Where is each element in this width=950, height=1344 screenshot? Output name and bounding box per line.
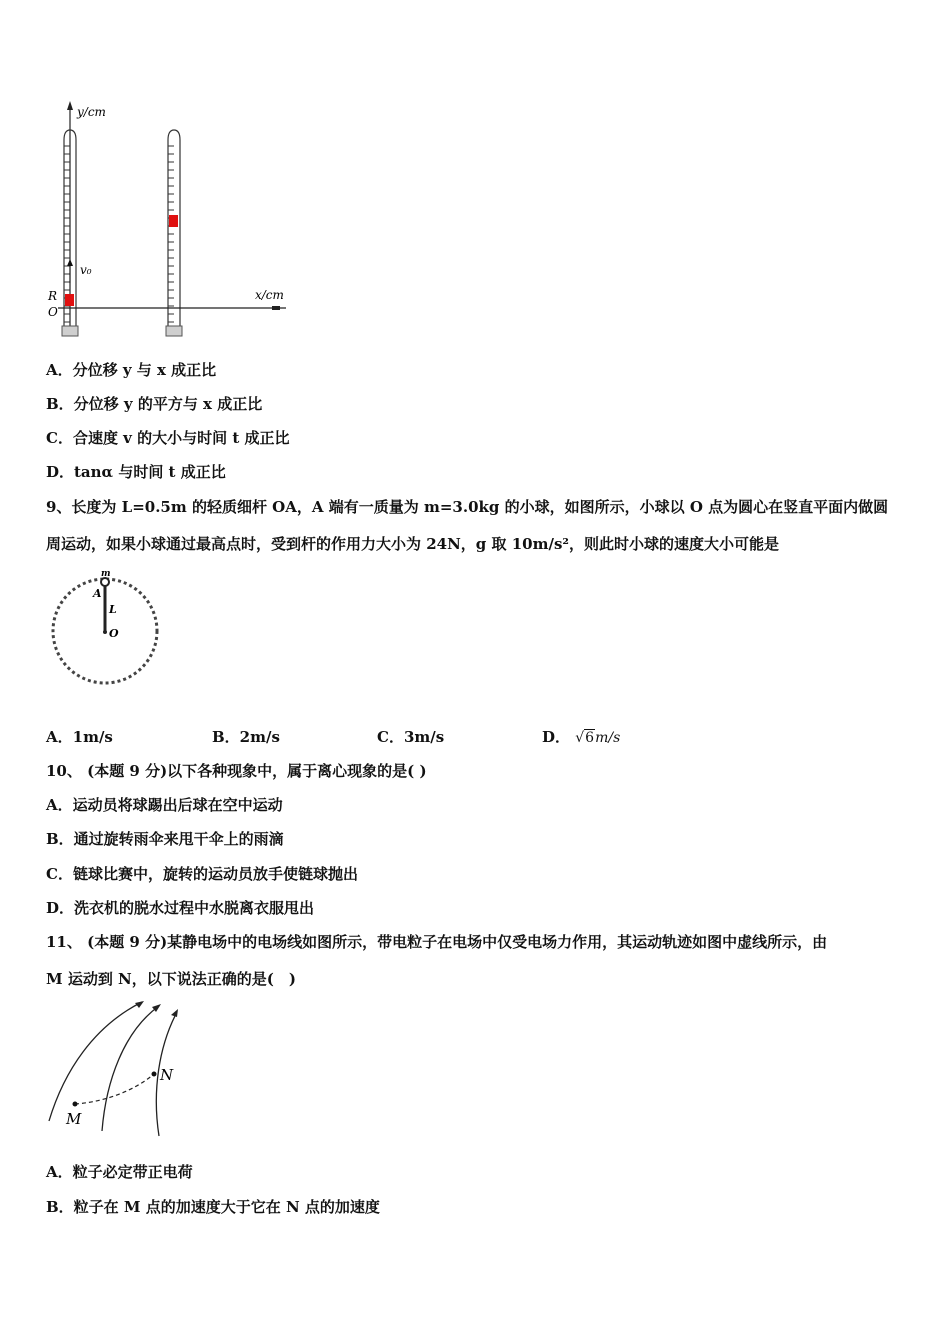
- x-axis-label: x/cm: [255, 288, 284, 302]
- label-n: N: [160, 1066, 174, 1084]
- q8-option-b: B．分位移 y 的平方与 x 成正比: [46, 395, 263, 413]
- point-n: [152, 1072, 157, 1077]
- label-m: m: [101, 569, 111, 579]
- tube-right-base: [166, 326, 182, 336]
- field-lines-figure: [44, 996, 194, 1141]
- label-a: A: [93, 587, 102, 600]
- q9-option-b: B．2m/s: [212, 728, 280, 746]
- ball-a: [101, 578, 109, 586]
- label-l: L: [109, 603, 117, 616]
- tube-right-ticks: [168, 146, 174, 322]
- field-line-3-arrow: [171, 1009, 178, 1017]
- q8-option-a: A．分位移 y 与 x 成正比: [46, 361, 217, 379]
- q10-option-b: B．通过旋转雨伞来甩干伞上的雨滴: [46, 830, 284, 848]
- q11-option-a: A．粒子必定带正电荷: [46, 1163, 193, 1181]
- q10-stem: 10、 (本题 9 分)以下各种现象中，属于离心现象的是( ): [46, 762, 427, 780]
- y-axis-arrow: [67, 101, 73, 110]
- q9-stem-line1: 9、长度为 L=0.5m 的轻质细杆 OA，A 端有一质量为 m=3.0kg 的小球，如图所示，小球以 O 点为圆心在竖直平面内做圆: [46, 498, 889, 516]
- q11-stem-line2: M 运动到 N，以下说法正确的是( ): [46, 970, 296, 988]
- q10-option-c: C．链球比赛中，旋转的运动员放手使链球抛出: [46, 865, 358, 883]
- trajectory: [75, 1074, 154, 1104]
- q10-option-a: A．运动员将球踢出后球在空中运动: [46, 796, 283, 814]
- red-block-right: [169, 215, 178, 227]
- v0-label: v₀: [80, 263, 92, 277]
- q8-option-c: C．合速度 v 的大小与时间 t 成正比: [46, 429, 290, 447]
- q9-option-a: A．1m/s: [46, 728, 113, 746]
- field-line-1: [49, 1002, 142, 1121]
- q9-option-c: C．3m/s: [377, 728, 445, 746]
- label-m: M: [66, 1110, 82, 1128]
- r-label: R: [48, 289, 58, 303]
- q11-option-b: B．粒子在 M 点的加速度大于它在 N 点的加速度: [46, 1198, 380, 1216]
- x-axis-end-marker: [272, 306, 280, 310]
- q10-option-d: D．洗衣机的脱水过程中水脱离衣服甩出: [46, 899, 315, 917]
- red-block-left: [65, 294, 74, 306]
- rod-circle-figure: [45, 566, 165, 688]
- tube-left-base: [62, 326, 78, 336]
- label-o: O: [109, 627, 119, 640]
- tube-figure: [40, 98, 300, 343]
- point-m: [73, 1102, 78, 1107]
- field-line-2: [102, 1006, 159, 1131]
- q9-option-d-prefix: D．: [542, 728, 571, 746]
- point-o: [103, 630, 107, 634]
- sqrt-radicand: 6: [585, 730, 595, 746]
- q8-option-d: D．tanα 与时间 t 成正比: [46, 463, 226, 481]
- sqrt-sign: √: [575, 730, 585, 746]
- q9-option-d: [542, 727, 620, 748]
- q11-stem-line1: 11、 (本题 9 分)某静电场中的电场线如图所示，带电粒子在电场中仅受电场力作用，其运动轨迹如图中虚线所示，由: [46, 933, 828, 951]
- v0-arrow-head: [67, 259, 73, 266]
- tube-right: [168, 130, 180, 326]
- q9-stem-line2: 周运动，如果小球通过最高点时，受到杆的作用力大小为 24N，g 取 10m/s²，则此时小球的速度大小可能是: [46, 535, 779, 553]
- q9-option-d-unit: m/s: [595, 730, 621, 746]
- field-line-1-arrow: [135, 1001, 144, 1008]
- o-label: O: [48, 305, 58, 319]
- y-axis-label: y/cm: [77, 105, 106, 119]
